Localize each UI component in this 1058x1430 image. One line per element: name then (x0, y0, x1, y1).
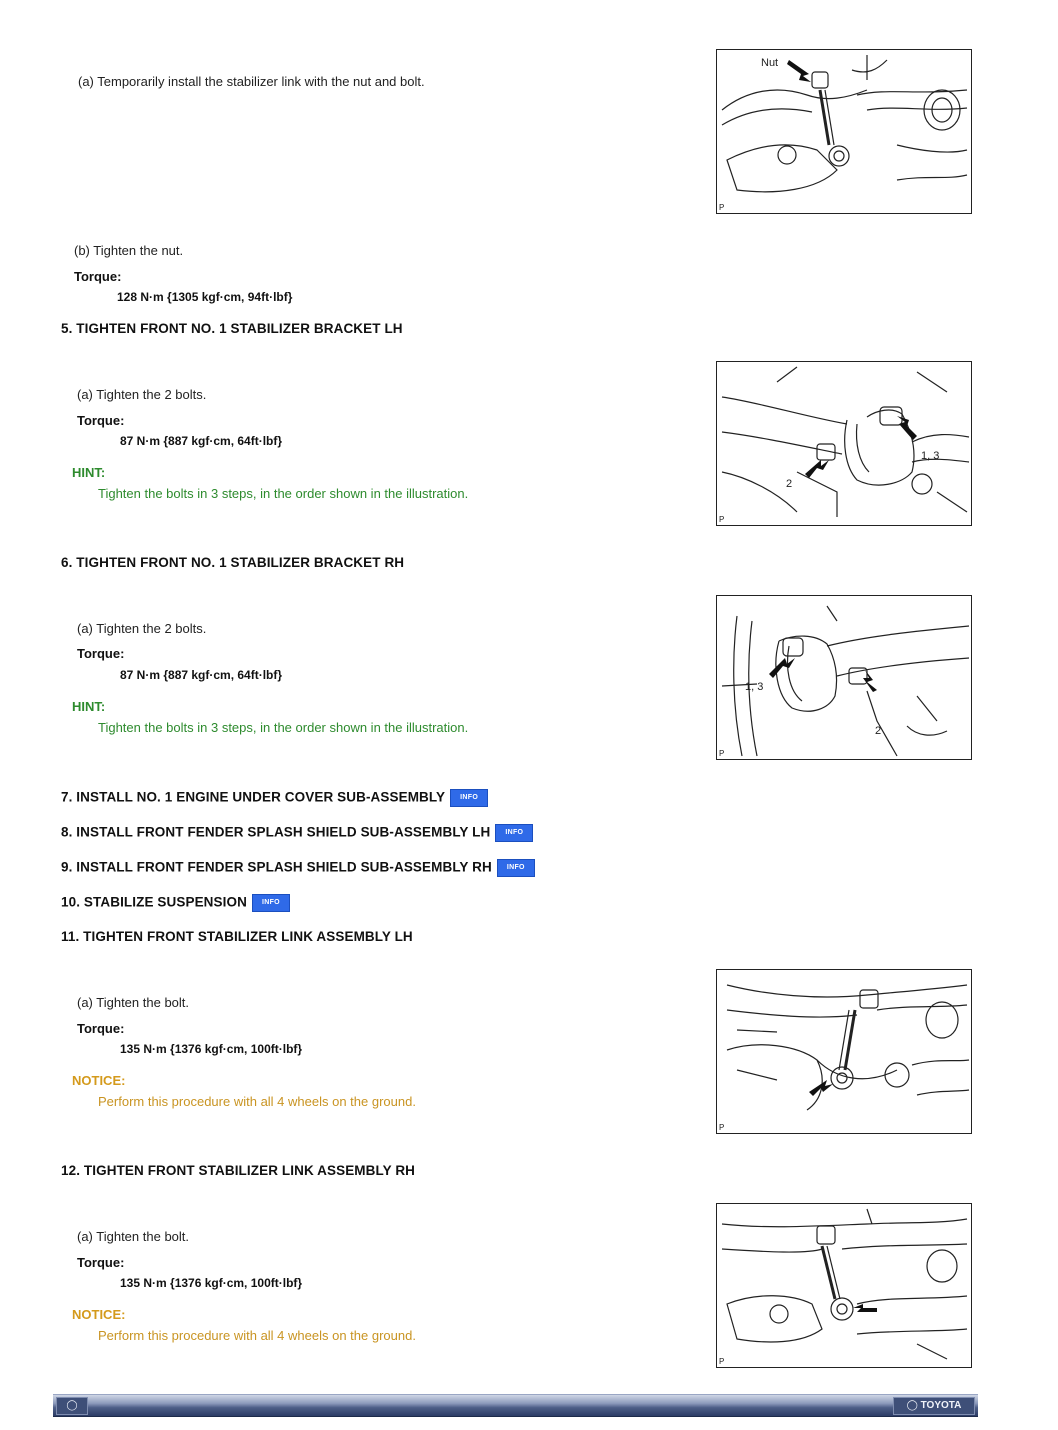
step4-torque-value: 128 N·m {1305 kgf·cm, 94ft·lbf} (117, 290, 293, 304)
figure-bracket-lh (716, 361, 972, 526)
step10-heading (61, 894, 290, 912)
link-rh-illustration (717, 1204, 971, 1367)
step5-torque-label: Torque: (77, 413, 125, 428)
step11-torque-value: 135 N·m {1376 kgf·cm, 100ft·lbf} (120, 1042, 303, 1056)
figure-corner-mark: P (719, 1123, 725, 1132)
step6-heading: 6. TIGHTEN FRONT NO. 1 STABILIZER BRACKET RH (61, 555, 405, 570)
step11-instruction-a: (a) Tighten the bolt. (77, 995, 190, 1010)
step12-instruction-a: (a) Tighten the bolt. (77, 1229, 190, 1244)
step7-heading (61, 789, 488, 807)
step8-info-button[interactable]: INFO (495, 824, 533, 842)
step6-instruction-a: (a) Tighten the 2 bolts. (77, 621, 207, 636)
step4-instruction-b: (b) Tighten the nut. (74, 243, 184, 258)
figure-link-lh (716, 969, 972, 1134)
bracket-rh-illustration (717, 596, 971, 759)
step10-heading-text: 10. STABILIZE SUSPENSION (61, 894, 247, 910)
step12-notice-text: Perform this procedure with all 4 wheels on the ground. (98, 1328, 416, 1343)
step6-torque-value: 87 N·m {887 kgf·cm, 64ft·lbf} (120, 668, 283, 682)
step4-torque-label: Torque: (74, 269, 122, 284)
toyota-emblem-icon: ◯ (56, 1397, 88, 1415)
step9-info-button[interactable]: INFO (497, 859, 535, 877)
figure-link-rh (716, 1203, 972, 1368)
step5-hint-text: Tighten the bolts in 3 steps, in the order shown in the illustration. (98, 486, 469, 501)
step11-torque-label: Torque: (77, 1021, 125, 1036)
step7-heading-text: 7. INSTALL NO. 1 ENGINE UNDER COVER SUB-ASSEMBLY (61, 789, 446, 805)
footer-brand-text: TOYOTA (920, 1400, 962, 1411)
step12-heading: 12. TIGHTEN FRONT STABILIZER LINK ASSEMBLY RH (61, 1163, 416, 1178)
figure-bracket-rh (716, 595, 972, 760)
step11-notice-label: NOTICE: (72, 1073, 126, 1088)
step5-hint-label: HINT: (72, 465, 106, 480)
figure-corner-mark: P (719, 749, 725, 758)
step6-hint-label: HINT: (72, 699, 106, 714)
step7-info-button[interactable]: INFO (450, 789, 488, 807)
step11-notice-text: Perform this procedure with all 4 wheels on the ground. (98, 1094, 416, 1109)
figure-label-steps-1-3: 1, 3 (745, 681, 764, 693)
step8-heading-text: 8. INSTALL FRONT FENDER SPLASH SHIELD SUB-ASSEMBLY LH (61, 824, 491, 840)
footer-brand (893, 1397, 975, 1415)
step4-instruction-a: (a) Temporarily install the stabilizer link with the nut and bolt. (78, 74, 425, 89)
toyota-logo-icon: ◯ (906, 1400, 918, 1411)
figure-label-step-2: 2 (786, 478, 793, 490)
step8-heading (61, 824, 533, 842)
step9-heading-text: 9. INSTALL FRONT FENDER SPLASH SHIELD SUB-ASSEMBLY RH (61, 859, 492, 875)
step12-torque-label: Torque: (77, 1255, 125, 1270)
figure-label-steps-1-3: 1, 3 (921, 450, 940, 462)
bracket-lh-illustration (717, 362, 971, 525)
step5-torque-value: 87 N·m {887 kgf·cm, 64ft·lbf} (120, 434, 283, 448)
figure-stabilizer-link-nut (716, 49, 972, 214)
figure-corner-mark: P (719, 1357, 725, 1366)
figure-label-nut: Nut (761, 57, 779, 69)
figure-corner-mark: P (719, 515, 725, 524)
footer-bar (53, 1394, 978, 1417)
step10-info-button[interactable]: INFO (252, 894, 290, 912)
step6-hint-text: Tighten the bolts in 3 steps, in the order shown in the illustration. (98, 720, 469, 735)
step12-notice-label: NOTICE: (72, 1307, 126, 1322)
step9-heading (61, 859, 535, 877)
figure-corner-mark: P (719, 203, 725, 212)
link-lh-illustration (717, 970, 971, 1133)
step6-torque-label: Torque: (77, 646, 125, 661)
step5-instruction-a: (a) Tighten the 2 bolts. (77, 387, 207, 402)
step12-torque-value: 135 N·m {1376 kgf·cm, 100ft·lbf} (120, 1276, 303, 1290)
step11-heading: 11. TIGHTEN FRONT STABILIZER LINK ASSEMBLY LH (61, 929, 413, 944)
stabilizer-link-illustration (717, 50, 971, 213)
figure-label-step-2: 2 (875, 725, 882, 737)
step5-heading: 5. TIGHTEN FRONT NO. 1 STABILIZER BRACKET LH (61, 321, 403, 336)
